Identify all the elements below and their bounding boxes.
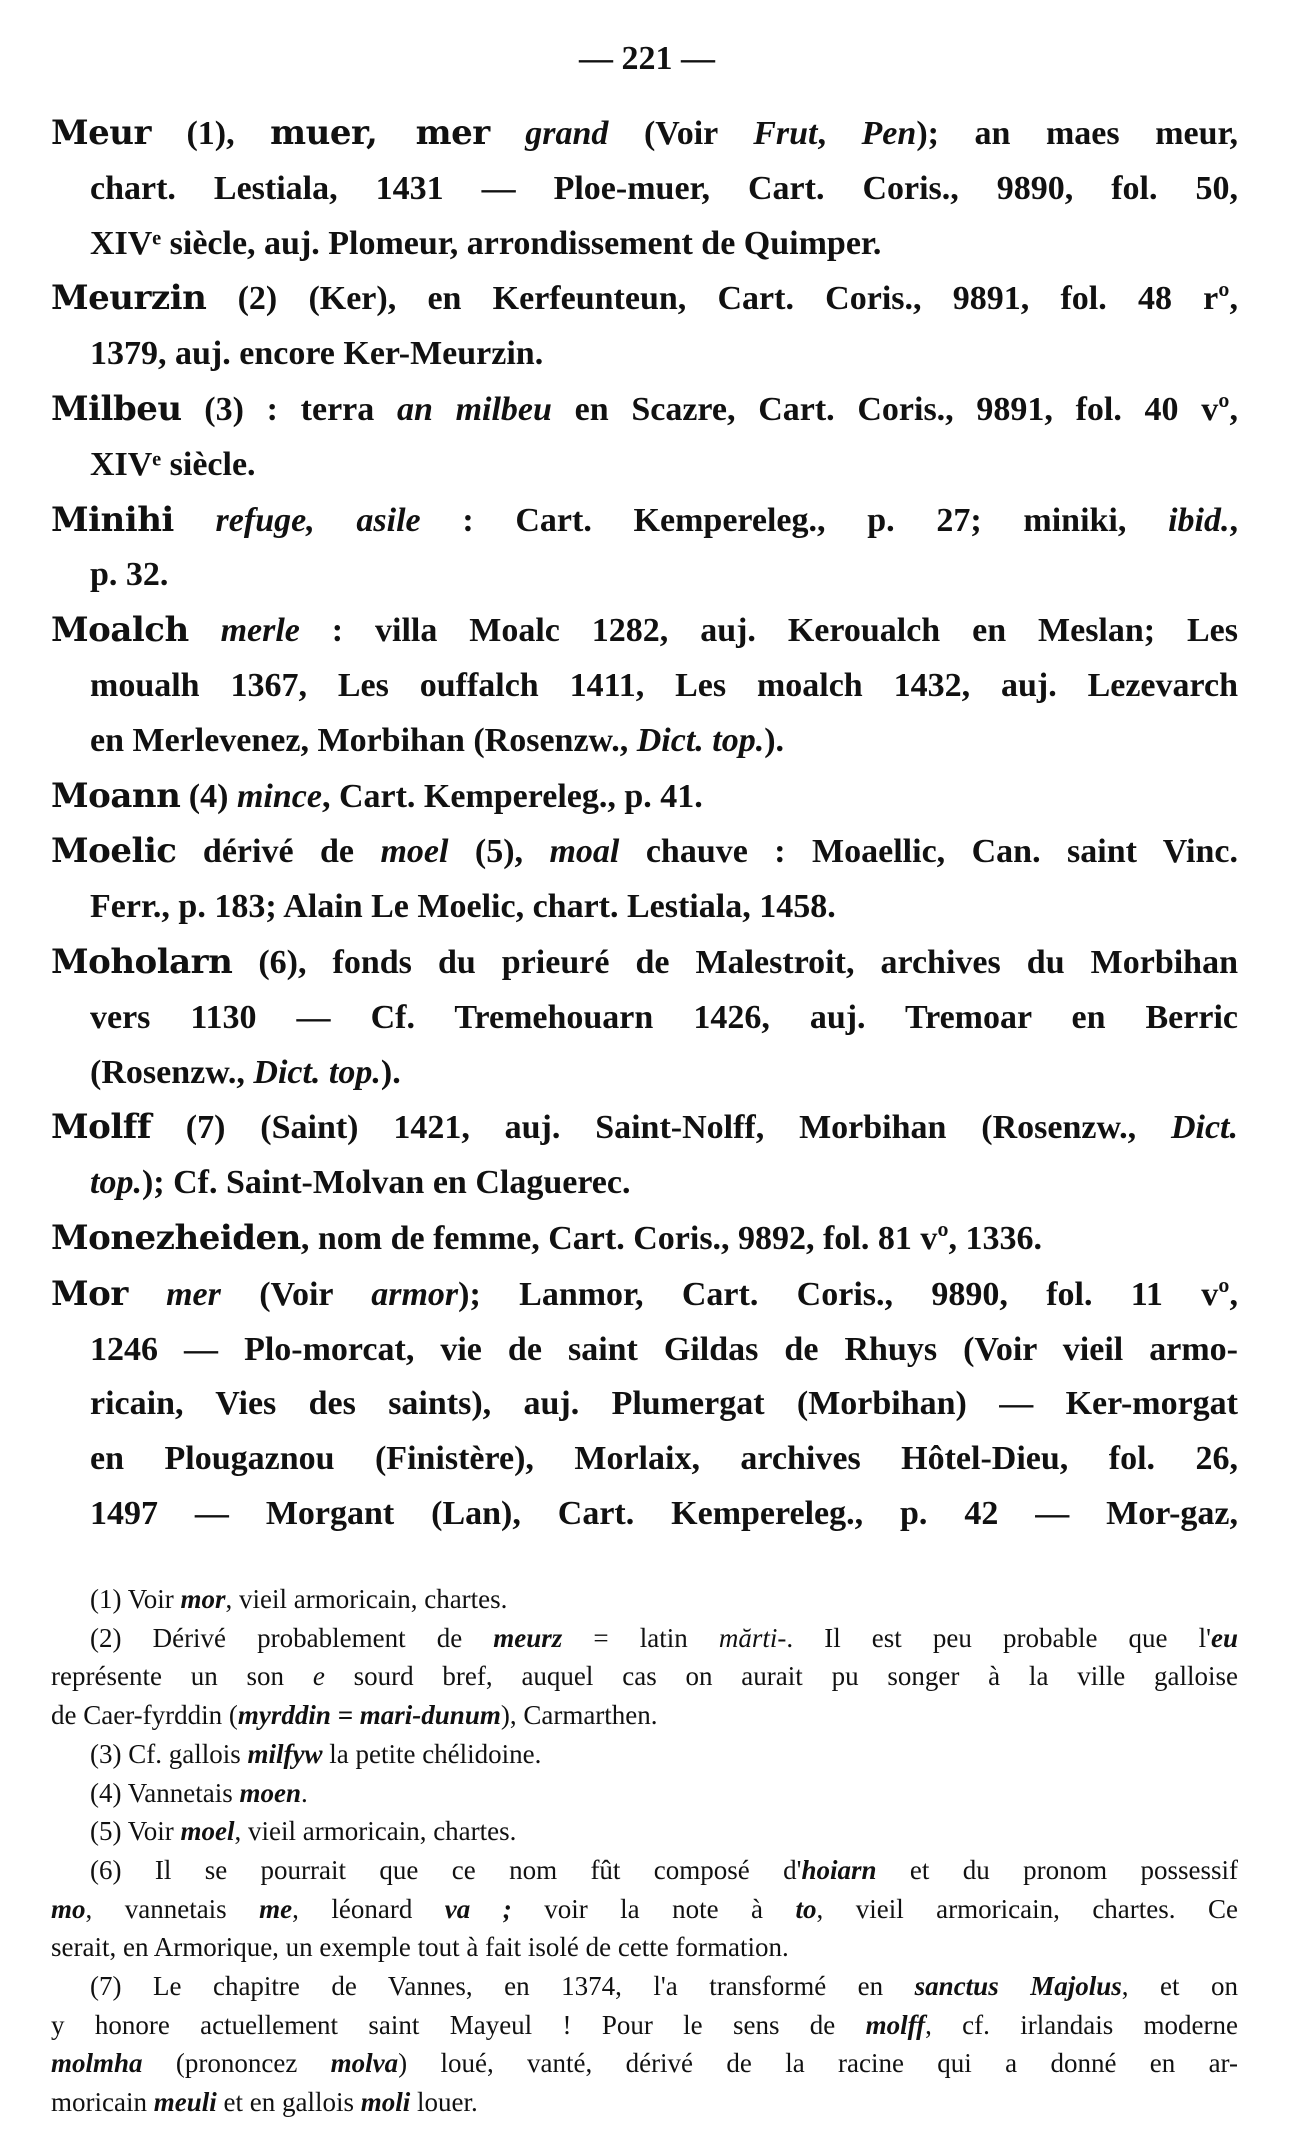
text-run: en Scazre, Cart. Coris., 9891, fol. 40 vº, [551, 390, 1238, 428]
italic-term: meuli [153, 2087, 217, 2118]
italic-term: Frut [753, 115, 818, 152]
text-line [51, 438, 1238, 493]
text-run: en Plougaznou (Finistère), Morlaix, archives Hôtel-Dieu, fol. 26, [90, 1440, 1238, 1478]
text-run: (5), [448, 833, 550, 871]
text-run: , et on [1121, 1971, 1238, 2002]
text-run: (5) Voir [90, 1816, 181, 1847]
text-line [51, 548, 1238, 603]
headword: Moann [51, 775, 181, 816]
text-line [51, 1851, 1238, 1890]
text-run: (Rosenzw., [90, 1053, 254, 1091]
footnote [51, 1967, 1238, 2122]
text-run: sourd bref, auquel cas on aurait pu songer à la ville galloise [324, 1661, 1238, 1692]
text-line [51, 1267, 1238, 1323]
text-run: : villa Moalc 1282, auj. Keroualch en Meslan; Les [299, 612, 1239, 650]
italic-term: top. [90, 1164, 142, 1202]
headword: Moholarn [51, 941, 233, 982]
text-run: ); an maes meur, [916, 115, 1238, 152]
text-run: 1246 — Plo-morcat, vie de saint Gildas de Rhuys (Voir vieil armo- [90, 1330, 1238, 1368]
dictionary-entry [51, 271, 1238, 382]
text-run: chauve : Moaellic, Can. saint Vinc. [619, 833, 1238, 871]
dictionary-entry [51, 1267, 1238, 1542]
italic-term: eu [1211, 1622, 1239, 1653]
italic-term: to [795, 1893, 817, 1924]
footnote [51, 1735, 1238, 1774]
italic-term: grand [525, 115, 609, 152]
footnotes [51, 1580, 1238, 2122]
text-run: , Cart. Kempereleg., p. 41. [321, 777, 703, 815]
text-line [51, 824, 1238, 880]
text-line [51, 2083, 1238, 2122]
italic-term: hoiarn [801, 1854, 877, 1885]
dictionary-entry [51, 493, 1238, 604]
headword: Moelic [51, 831, 177, 872]
italic-term: milfyw [247, 1738, 323, 1769]
text-line [51, 1377, 1238, 1432]
headword: Molff [51, 1107, 151, 1148]
text-run: , [1229, 501, 1239, 539]
text-run: (Voir [608, 115, 754, 152]
text-run: 1497 — Morgant (Lan), Cart. Kempereleg., p. 42 — Mor-gaz, [90, 1494, 1238, 1532]
headword: Monezheiden [51, 1217, 301, 1258]
text-run: (2) Dérivé probablement de [90, 1622, 494, 1653]
text-line [51, 1619, 1238, 1658]
text-run: moricain [51, 2087, 154, 2118]
text-line [51, 1046, 1238, 1101]
text-line [51, 659, 1238, 714]
italic-term: Dict. [1170, 1109, 1238, 1147]
text-line [51, 1487, 1238, 1542]
italic-term: va ; [444, 1893, 512, 1924]
text-line [51, 1100, 1238, 1156]
italic-term: mo [51, 1893, 86, 1924]
italic-term: molmha [51, 2048, 143, 2079]
footnote [51, 1774, 1238, 1813]
text-run: (7) Le chapitre de Vannes, en 1374, l'a transformé en [90, 1971, 915, 2002]
dictionary-entry [51, 769, 1238, 825]
text-run [174, 502, 216, 539]
text-run: (2) (Ker), en Kerfeunteun, Cart. Coris., 9891, fol. 48 rº, [206, 280, 1238, 318]
text-line [51, 2044, 1238, 2083]
headword: muer, mer [270, 113, 490, 153]
text-run: serait, en Armorique, un exemple tout à fait isolé de cette formation. [51, 1932, 789, 1963]
footnote [51, 1619, 1238, 1735]
text-line [51, 1928, 1238, 1967]
text-run: 1379, auj. encore Ker-Meurzin. [90, 335, 544, 373]
dictionary-entry [51, 603, 1238, 768]
text-run: , [817, 115, 862, 152]
page-number: — 221 — [579, 40, 715, 77]
text-run: ), Carmarthen. [500, 1700, 658, 1731]
italic-term: Dict. top. [636, 721, 765, 759]
text-run: ); Cf. Saint-Molvan en Claguerec. [141, 1164, 631, 1202]
dictionary-entries [51, 106, 1238, 1542]
italic-term: molva [330, 2048, 399, 2079]
dictionary-entry [51, 1100, 1238, 1211]
text-run: XIVᵉ siècle, auj. Plomeur, arrondissement de Quimper. [90, 224, 882, 262]
italic-term: moel [180, 1816, 235, 1847]
text-run: (prononcez [142, 2048, 331, 2079]
italic-term: myrddin = mari-dunum [237, 1700, 501, 1731]
text-run: ). [764, 721, 785, 759]
text-run: (6) Il se pourrait que ce nom fût composé d' [90, 1854, 802, 1885]
text-run: y honore actuellement saint Mayeul ! Pour le sens de [51, 2009, 866, 2040]
italic-term: moen [239, 1777, 301, 1808]
dictionary-entry [51, 935, 1238, 1100]
text-run: : Cart. Kempereleg., p. 27; miniki, [420, 501, 1169, 539]
headword: Meur [51, 113, 151, 153]
text-line [51, 493, 1238, 549]
text-run: , vieil armoricain, chartes. Ce [816, 1893, 1238, 1924]
text-line [51, 603, 1238, 659]
text-run: de Caer-fyrddin ( [51, 1700, 238, 1731]
text-line [51, 1580, 1238, 1619]
text-line [51, 1211, 1238, 1267]
italic-term: Pen [861, 115, 917, 152]
headword: Minihi [51, 499, 174, 540]
text-line [51, 1156, 1238, 1211]
italic-term: mer [166, 1275, 221, 1313]
text-run [189, 612, 221, 649]
italic-term: mărti- [718, 1622, 787, 1653]
text-line [51, 271, 1238, 327]
text-run: ) loué, vanté, dérivé de la racine qui a donné en ar- [398, 2048, 1239, 2079]
italic-term: e [312, 1661, 325, 1692]
text-line [51, 382, 1238, 438]
text-run: et du pronom possessif [876, 1854, 1239, 1885]
text-line [51, 880, 1238, 935]
text-run: (7) (Saint) 1421, auj. Saint-Nolff, Morbihan (Rosenzw., [150, 1109, 1171, 1147]
text-line [51, 162, 1238, 217]
text-run: représente un son [51, 1661, 313, 1692]
text-line [51, 991, 1238, 1046]
italic-term: mince [236, 777, 322, 815]
text-run: = latin [562, 1622, 719, 1653]
text-run: , vannetais [85, 1893, 260, 1924]
italic-term: moal [549, 833, 620, 871]
italic-term: refuge, asile [215, 501, 421, 539]
text-run: (3) Cf. gallois [90, 1738, 248, 1769]
text-run: ); Lanmor, Cart. Coris., 9890, fol. 11 vº, [458, 1275, 1238, 1313]
text-run: en Merlevenez, Morbihan (Rosenzw., [90, 721, 637, 759]
italic-term: moli [360, 2087, 411, 2118]
footnote [51, 1812, 1238, 1851]
italic-term: meurz [493, 1622, 563, 1653]
text-line [51, 769, 1238, 825]
headword: Milbeu [51, 388, 182, 429]
italic-term: molff [865, 2009, 926, 2040]
text-run: la petite chélidoine. [322, 1738, 542, 1769]
text-line [51, 1696, 1238, 1735]
text-run: (1), [150, 115, 271, 152]
text-run: dérivé de [176, 833, 381, 871]
headword: Mor [51, 1273, 128, 1314]
dictionary-entry [51, 824, 1238, 935]
text-run: p. 32. [90, 556, 169, 594]
text-run: (4) Vannetais [90, 1777, 240, 1808]
dictionary-entry [51, 382, 1238, 493]
text-run: , vieil armoricain, chartes. [234, 1816, 517, 1847]
text-run: ricain, Vies des saints), auj. Plumergat (Morbihan) — Ker-morgat [90, 1385, 1238, 1423]
dictionary-entry [51, 106, 1238, 271]
text-run: (1) Voir [90, 1584, 181, 1614]
text-line [51, 106, 1238, 162]
text-run: louer. [410, 2087, 478, 2118]
text-run: et en gallois [216, 2087, 361, 2118]
text-run: . [300, 1777, 308, 1808]
text-run: . Il est peu probable que l' [786, 1622, 1212, 1653]
text-line [51, 714, 1238, 769]
text-run: Ferr., p. 183; Alain Le Moelic, chart. Lestiala, 1458. [90, 888, 836, 926]
italic-term: an milbeu [396, 390, 552, 428]
text-line [51, 327, 1238, 382]
text-run [128, 1276, 166, 1313]
text-run [490, 115, 526, 152]
footnote [51, 1851, 1238, 1967]
text-run: chart. Lestiala, 1431 — Ploe-muer, Cart. Coris., 9890, fol. 50, [90, 169, 1238, 207]
italic-term: sanctus Majolus [914, 1971, 1122, 2002]
italic-term: me [259, 1893, 293, 1924]
text-line [51, 1735, 1238, 1774]
text-run: (4) [180, 777, 237, 815]
footnote [51, 1580, 1238, 1619]
italic-term: moel [380, 833, 449, 871]
text-run: , cf. irlandais moderne [925, 2009, 1238, 2040]
text-run: moualh 1367, Les ouffalch 1411, Les moalch 1432, auj. Lezevarch [90, 666, 1238, 704]
text-line [51, 217, 1238, 272]
text-line [51, 1432, 1238, 1487]
text-run: , léonard [292, 1893, 445, 1924]
text-run: (3) : terra [181, 390, 397, 428]
text-run: (6), fonds du prieuré de Malestroit, archives du Morbihan [232, 943, 1238, 981]
text-line [51, 1890, 1238, 1929]
text-run: , nom de femme, Cart. Coris., 9892, fol. 81 vº, 1336. [300, 1219, 1043, 1257]
text-line [51, 1657, 1238, 1696]
text-run: , vieil armoricain, chartes. [225, 1584, 508, 1614]
text-line [51, 935, 1238, 991]
text-run: XIVᵉ siècle. [90, 445, 256, 483]
italic-term: merle [220, 612, 300, 650]
italic-term: armor [371, 1275, 459, 1313]
text-line [51, 1812, 1238, 1851]
text-line [51, 2006, 1238, 2045]
text-run: ). [380, 1053, 401, 1091]
italic-term: ibid. [1168, 501, 1230, 539]
text-run: voir la note à [511, 1893, 796, 1924]
dictionary-entry [51, 1211, 1238, 1267]
text-line [51, 1774, 1238, 1813]
text-line [51, 1323, 1238, 1378]
italic-term: Dict. top. [253, 1053, 381, 1091]
italic-term: mor [180, 1584, 226, 1614]
text-run: vers 1130 — Cf. Tremehouarn 1426, auj. Tremoar en Berric [90, 998, 1238, 1036]
text-line [51, 1967, 1238, 2006]
headword: Moalch [51, 610, 189, 651]
headword: Meurzin [51, 278, 207, 319]
text-run: (Voir [220, 1275, 372, 1313]
